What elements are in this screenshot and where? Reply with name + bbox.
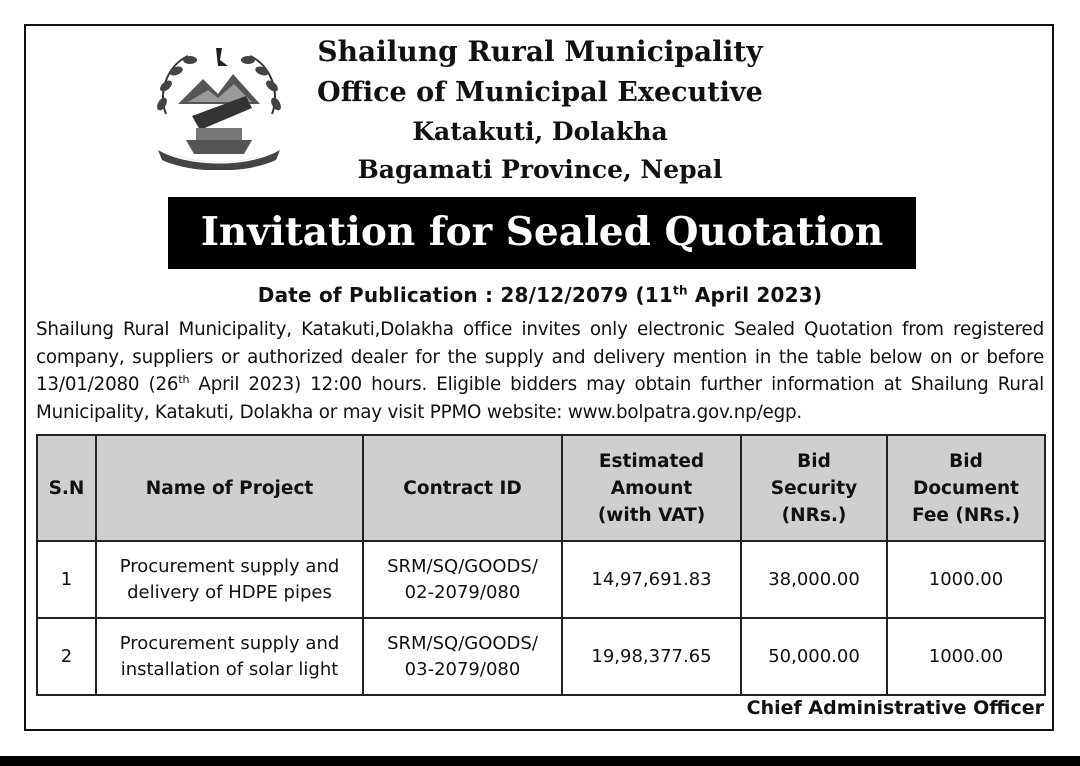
row-estimated-amount: 19,98,377.65 [562,618,741,695]
project-line1: Procurement supply and [119,555,340,577]
row-document-fee: 1000.00 [887,541,1045,618]
row-bid-security: 50,000.00 [741,618,887,695]
header-fee-line3: Fee (NRs.) [911,504,1021,526]
signatory-title: Chief Administrative Officer [746,697,1044,719]
contract-line2: 03-2079/080 [404,658,521,680]
row-contract-id [363,541,562,618]
header-contract-id: Contract ID [363,435,562,541]
row-project-name [96,618,363,695]
notice-body-part2: April 2023) 12:00 hours. Eligible bidders may obtain further information at Shailung Rural Municipality, Katakuti, Dolakha or may visit PPMO website: www.bolpatra.gov.np/egp. [36,374,1044,423]
project-line2: delivery of HDPE pipes [127,581,332,603]
notice-body-paragraph [36,316,1044,426]
header-security-line1: Bid [797,450,831,472]
bottom-border-band [0,756,1080,766]
row-sn: 2 [37,618,96,695]
header-amount-line2: Amount [610,477,693,499]
header-amount-line1: Estimated [598,450,705,472]
header-estimated-amount [562,435,741,541]
row-project-name [96,541,363,618]
header-fee-line2: Document [912,477,1020,499]
project-line1: Procurement supply and [119,632,340,654]
row-sn: 1 [37,541,96,618]
project-line2: installation of solar light [120,658,339,680]
contract-line2: 02-2079/080 [404,581,521,603]
notice-body-ordinal: th [178,372,190,386]
table-row [37,541,1045,618]
header-security-line3: (NRs.) [781,504,847,526]
row-estimated-amount: 14,97,691.83 [562,541,741,618]
notice-body-part1: Shailung Rural Municipality, Katakuti,Dolakha office invites only electronic Sealed Quotation from registered company, suppliers or authorized dealer for the supply and delivery mention in the table below on or before 13/01/2080 (26 [36,319,1044,395]
publication-date-suffix: April 2023) [687,283,823,307]
office-location: Katakuti, Dolakha [412,117,668,146]
header-amount-line3: (with VAT) [597,504,706,526]
row-document-fee: 1000.00 [887,618,1045,695]
contract-line1: SRM/SQ/GOODS/ [387,632,538,654]
quotation-table [36,434,1046,696]
table-row [37,618,1045,695]
header-fee-line1: Bid [949,450,983,472]
row-contract-id [363,618,562,695]
header-bid-document-fee [887,435,1045,541]
header-security-line2: Security [770,477,858,499]
contract-line1: SRM/SQ/GOODS/ [387,555,538,577]
publication-date [200,283,880,307]
row-bid-security: 38,000.00 [741,541,887,618]
header-project-name: Name of Project [96,435,363,541]
publication-date-text: Date of Publication : 28/12/2079 (11 [257,283,674,307]
municipality-name: Shailung Rural Municipality [317,35,763,68]
notice-title-banner: Invitation for Sealed Quotation [168,197,916,269]
office-name: Office of Municipal Executive [317,77,763,108]
header-bid-security [741,435,887,541]
publication-date-ordinal: th [673,283,688,298]
table-header-row [37,435,1045,541]
header-sn: S.N [37,435,96,541]
province-country: Bagamati Province, Nepal [357,155,723,184]
